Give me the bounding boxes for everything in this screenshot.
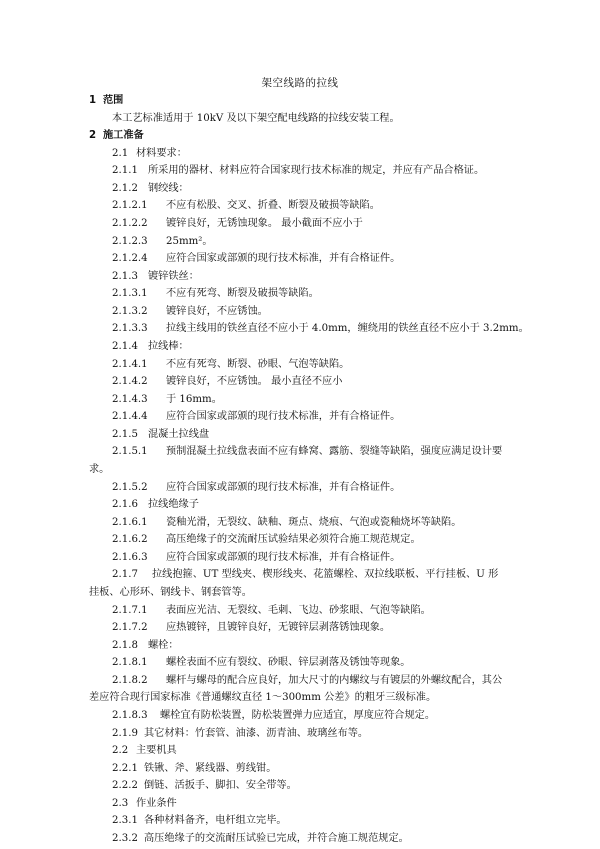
clause-number: 2.2: [112, 745, 129, 757]
clause-text: 预制混凝土拉线盘表面不应有蜂窝、露筋、裂缝等缺陷，强度应满足设计要: [166, 446, 503, 458]
clause-continuation: 挂板、心形环、钢线卡、钢套管等。: [89, 587, 252, 598]
clause-text: 各种材料备齐，电杆组立完毕。: [144, 815, 287, 827]
clause-number: 2.1.4.2: [112, 376, 148, 388]
clause-text: 拉线绝缘子: [148, 499, 199, 511]
clause-number: 2.1.2.4: [112, 253, 148, 265]
clause-text: 镀锌铁丝：: [148, 270, 199, 282]
clause-number: 2.2.1: [112, 762, 138, 774]
clause-text: 螺栓：: [148, 639, 179, 651]
clause-number: 2.1.6.1: [112, 516, 148, 528]
clause-number: 2.1.6: [112, 499, 138, 511]
clause-text: 钢绞线：: [148, 182, 189, 194]
clause-number: 2.1.8.2: [112, 674, 148, 686]
clause-text: 25mm²。: [166, 235, 213, 247]
clause-line: [112, 621, 390, 635]
clause-line: [112, 656, 411, 670]
clause-line: [112, 393, 222, 407]
clause-line: [112, 727, 368, 741]
clause-line: [112, 498, 199, 512]
clause-number: 2.3: [112, 797, 129, 809]
clause-number: 2.3.1: [112, 815, 138, 827]
clause-text: 高压绝缘子的交流耐压试验已完成，并符合施工规范规定。: [144, 833, 409, 844]
clause-text: 拉线抱箍、UT 型线夹、楔形线夹、花篮螺栓、双拉线联板、平行挂板、U 形: [152, 569, 499, 581]
document-title: 架空线路的拉线: [261, 77, 339, 89]
clause-text: 瓷釉光滑，无裂纹、缺釉、斑点、烧痕、气泡或瓷釉烧坏等缺陷。: [166, 516, 462, 528]
clause-number: 2.1.7: [112, 569, 138, 581]
clause-text: 其它材料：竹套管、油漆、沥青油、玻璃丝布等。: [144, 727, 369, 739]
section-title: 施工准备: [103, 130, 144, 142]
clause-number: 2.1.2.1: [112, 200, 148, 212]
section-number: 2: [89, 130, 97, 142]
clause-line: [112, 797, 177, 811]
clause-text: 材料要求：: [136, 147, 187, 159]
clause-number: 2.1.5: [112, 428, 138, 440]
clause-number: 2.1.3.1: [112, 288, 148, 300]
clause-line: [112, 481, 400, 495]
clause-text: 铁锹、斧、紧线器、剪线钳。: [144, 762, 277, 774]
clause-line: [112, 674, 502, 688]
clause-line: [112, 516, 461, 530]
clause-text: 拉线主线用的铁丝直径不应小于 4.0mm，缠绕用的铁丝直径不应小于 3.2mm。: [166, 323, 529, 335]
clause-number: 2.1.7.1: [112, 604, 148, 616]
clause-line: [112, 358, 349, 372]
clause-line: [112, 147, 187, 161]
section-title: 范围: [103, 95, 124, 106]
clause-text: 高压绝缘子的交流耐压试验结果必须符合施工规范规定。: [166, 534, 421, 546]
clause-line: [112, 375, 342, 389]
clause-number: 2.1.4.1: [112, 358, 148, 370]
clause-number: 2.1.3.3: [112, 323, 148, 335]
clause-number: 2.1.5.2: [112, 481, 148, 493]
clause-text: 螺栓宜有防松装置，防松装置弹力应适宜，厚度应符合规定。: [160, 710, 436, 721]
clause-continuation: 差应符合现行国家标准《普通螺纹直径 1～300mm 公差》的粗牙三级标准。: [89, 692, 437, 704]
clause-number: 2.1.3: [112, 270, 138, 282]
clause-text: 应符合国家或部颁的现行技术标准，并有合格证件。: [166, 481, 401, 493]
clause-text: 作业条件: [136, 797, 177, 809]
clause-text: 应热镀锌，且镀锌良好，无镀锌层剥落锈蚀现象。: [166, 622, 391, 634]
clause-number: 2.1.1: [112, 165, 138, 177]
clause-line: [112, 182, 189, 196]
clause-text: 应符合国家或部颁的现行技术标准，并有合格证件。: [166, 411, 401, 423]
clause-number: 2.1.2: [112, 182, 138, 194]
clause-line: [112, 533, 421, 547]
clause-line: [112, 604, 431, 618]
clause-number: 2.2.2: [112, 780, 138, 792]
clause-line: [112, 340, 189, 354]
clause-text: 螺杆与螺母的配合应良好，加大尺寸的内螺纹与有镀层的外螺纹配合，其公: [166, 674, 503, 686]
clause-line: [112, 322, 529, 336]
clause-number: 2.1.2.3: [112, 235, 148, 247]
clause-number: 2.1.7.2: [112, 622, 148, 634]
clause-line: [112, 568, 498, 582]
section-heading: [89, 94, 123, 108]
clause-line: [112, 639, 179, 653]
clause-text: 混凝土拉线盘: [148, 428, 210, 440]
clause-number: 2.1.3.2: [112, 305, 148, 317]
clause-number: 2.1.4: [112, 341, 138, 352]
clause-text: 镀锌良好，无锈蚀现象。 最小截面不应小于: [166, 218, 363, 229]
clause-line: [112, 305, 268, 319]
clause-number: 2.1.6.2: [112, 534, 148, 546]
clause-continuation: 求。: [89, 464, 110, 475]
section-heading: [89, 129, 144, 143]
clause-line: [112, 270, 199, 284]
clause-line: [112, 779, 297, 793]
clause-line: [112, 199, 380, 213]
clause-line: [112, 428, 209, 442]
clause-line: [112, 410, 400, 424]
section-number: 1: [89, 95, 97, 106]
clause-line: [112, 217, 363, 231]
clause-text: 主要机具: [136, 745, 177, 757]
clause-number: 2.1.8.3: [112, 710, 148, 721]
clause-text: 不应有松股、交叉、折叠、断裂及破损等缺陷。: [166, 200, 380, 212]
clause-line: [112, 287, 319, 301]
clause-text: 不应有死弯、断裂、砂眼、气泡等缺陷。: [166, 358, 350, 370]
clause-text: 表面应光洁、无裂纹、毛刺、飞边、砂浆眼、气泡等缺陷。: [166, 604, 431, 616]
clause-text: 镀锌良好，不应锈蚀。: [166, 305, 268, 317]
clause-number: 2.3.2: [112, 833, 138, 844]
clause-number: 2.1.8.1: [112, 657, 148, 669]
clause-text: 镀锌良好，不应锈蚀。 最小直径不应小: [166, 376, 343, 388]
clause-text: 应符合国家或部颁的现行技术标准，并有合格证件。: [166, 551, 401, 563]
clause-line: [112, 762, 276, 776]
clause-text: 不应有死弯、断裂及破损等缺陷。: [166, 288, 319, 300]
clause-number: 2.1: [112, 147, 129, 159]
clause-line: [112, 744, 177, 758]
clause-text: 于 16mm。: [166, 393, 222, 405]
clause-line: [112, 164, 484, 178]
clause-text: 拉线棒：: [148, 341, 189, 352]
clause-line: [112, 709, 435, 723]
clause-text: 所采用的器材、材料应符合国家现行技术标准的规定，并应有产品合格证。: [148, 165, 485, 177]
clause-line: [112, 814, 287, 828]
clause-number: 2.1.4.3: [112, 393, 148, 405]
paragraph: 本工艺标准适用于 10kV 及以下架空配电线路的拉线安装工程。: [112, 112, 400, 124]
clause-line: [112, 252, 400, 266]
clause-text: 应符合国家或部颁的现行技术标准，并有合格证件。: [166, 253, 401, 265]
clause-number: 2.1.9: [112, 727, 138, 739]
clause-text: 螺栓表面不应有裂纹、砂眼、锌层剥落及锈蚀等现象。: [166, 657, 411, 669]
clause-number: 2.1.2.2: [112, 218, 148, 229]
clause-number: 2.1.8: [112, 639, 138, 651]
clause-text: 倒链、活扳手、脚扣、安全带等。: [144, 780, 297, 792]
clause-number: 2.1.5.1: [112, 446, 148, 458]
clause-number: 2.1.4.4: [112, 411, 148, 423]
clause-line: [112, 832, 409, 846]
clause-number: 2.1.6.3: [112, 551, 148, 563]
clause-line: [112, 235, 213, 249]
clause-line: [112, 445, 502, 459]
clause-line: [112, 551, 400, 565]
